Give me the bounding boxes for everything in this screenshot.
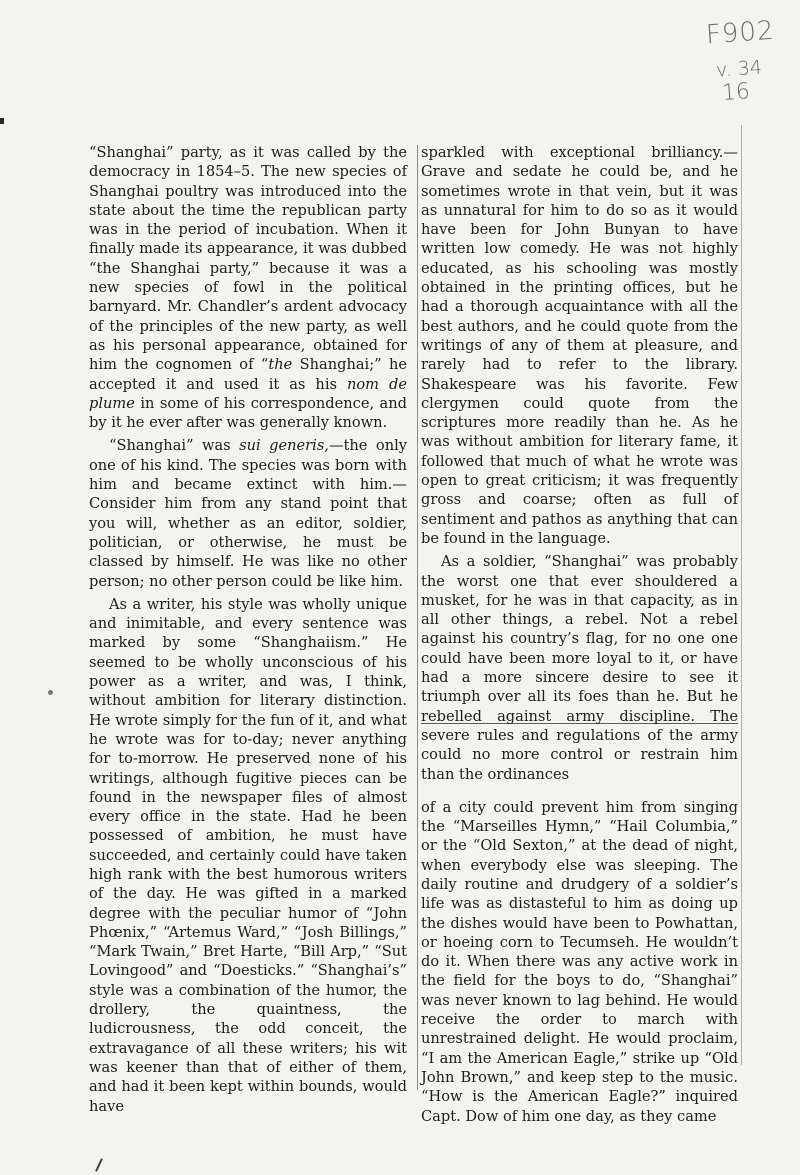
handwritten-annotation-volume: v. 34 bbox=[715, 56, 763, 82]
scan-pencil-mark bbox=[95, 1158, 103, 1172]
handwritten-annotation-call-number: F902 bbox=[705, 15, 776, 51]
scan-edge-mark bbox=[0, 118, 4, 124]
handwritten-annotation-page: 16 bbox=[721, 79, 751, 106]
paragraph: As a soldier, “Shanghai” was probably the worst one that ever shouldered a musket, for he was in that capacity, as in all other things, a rebel. Not a rebel against his country’s flag, for no one one could have been more loyal to it, or have had a more sincere desire to see it triumph over all its foes than he. But he rebelled against army discipline. The severe rules and regulations of the army could no more control or restrain him than the ordinances bbox=[421, 553, 738, 783]
page-fold-line bbox=[741, 125, 742, 1065]
paragraph: of a city could prevent him from singing the “Marseilles Hymn,” “Hail Columbia,” or the “Old Sexton,” at the dead of night, when everybody else was sleeping. The daily routine and drudgery of a soldier’s life was as distasteful to him as doing up the dishes would have been to Powhattan, or hoeing corn to Tecumseh. He wouldn’t do it. When there was any active work in the field for the boys to do, “Shanghai” was never known to lag behind. He would receive the order to march with unrestrained delight. He would proclaim, “I am the American Eagle,” strike up “Old John Brown,” and keep step to the music. “How is the American Eagle?” inquired Capt. Dow of him one day, as they came bbox=[421, 798, 738, 1125]
paragraph: sparkled with exceptional brilliancy.—Grave and sedate he could be, and he sometimes wrote in that vein, but it was as unnatural for him to do so as it would have been for John Bunyan to have written low comedy. He was not highly educated, as his schooling was mostly obtained in the printing offices, but he had a thorough acquaintance with all the best authors, and he could quote from the writings of any of them at pleasure, and rarely had to refer to the library. Shakespeare was his favorite. Few clergymen could quote from the scriptures more readily than he. As he was without ambition for literary fame, it followed that much of what he wrote was open to great criticism; it was frequently gross and coarse; often as full of sentiment and pathos as anything that can be found in the language. bbox=[421, 144, 738, 547]
paragraph: “Shanghai” was sui generis,—the only one of his kind. The species was born with him and became extinct with him.—Consider him from any stand point that you will, whether as an editor, soldier, politician, or otherwise, he must be classed by himself. He was like no other person; no other person could be like him. bbox=[89, 437, 408, 590]
paragraph: As a writer, his style was wholly unique and inimitable, and every sentence was marked by some “Shanghaiism.” He seemed to be wholly unconscious of his power as a writer, and was, I think, without ambition for literary distinction. He wrote simply for the fun of it, and what he wrote was for to-day; never anything for to-morrow. He preserved none of his writings, although fugitive pieces can be found in the newspaper files of almost every office in the state. Had he been possessed of ambition, he must have succeeded, and certainly could have taken high rank with the best humorous writers of the day. He was gifted in a marked degree with the peculiar humor of “John Phœnix,” “Artemus Ward,” “Josh Billings,” “Mark Twain,” Bret Harte, “Bill Arp,” “Sut Lovingood” and “Doesticks.” “Shanghai’s” style was a combination of the humor, the drollery, the quaintness, the ludicrousness, the odd conceit, the extravagance of all these writers; his wit was keener than that of either of them, and had it been kept within bounds, would have bbox=[89, 595, 407, 1115]
left-text-column bbox=[89, 143, 407, 1116]
column-divider bbox=[417, 145, 418, 1090]
paragraph: “Shanghai” party, as it was called by the democracy in 1854–5. The new species of Shanghai poultry was introduced into the state about the time the republican party was in the period of incubation. When it finally made its appearance, it was dubbed “the Shanghai party,” because it was a new species of fowl in the political barnyard. Mr. Chandler’s ardent advocacy of the principles of the new party, as well as his personal appearance, obtained for him the cognomen of “the Shanghai;” he accepted it and used it as his nom de plume in some of his correspondence, and by it he ever after was generally known. bbox=[89, 144, 408, 432]
scan-speck bbox=[48, 690, 53, 695]
right-text-column bbox=[421, 143, 738, 1126]
